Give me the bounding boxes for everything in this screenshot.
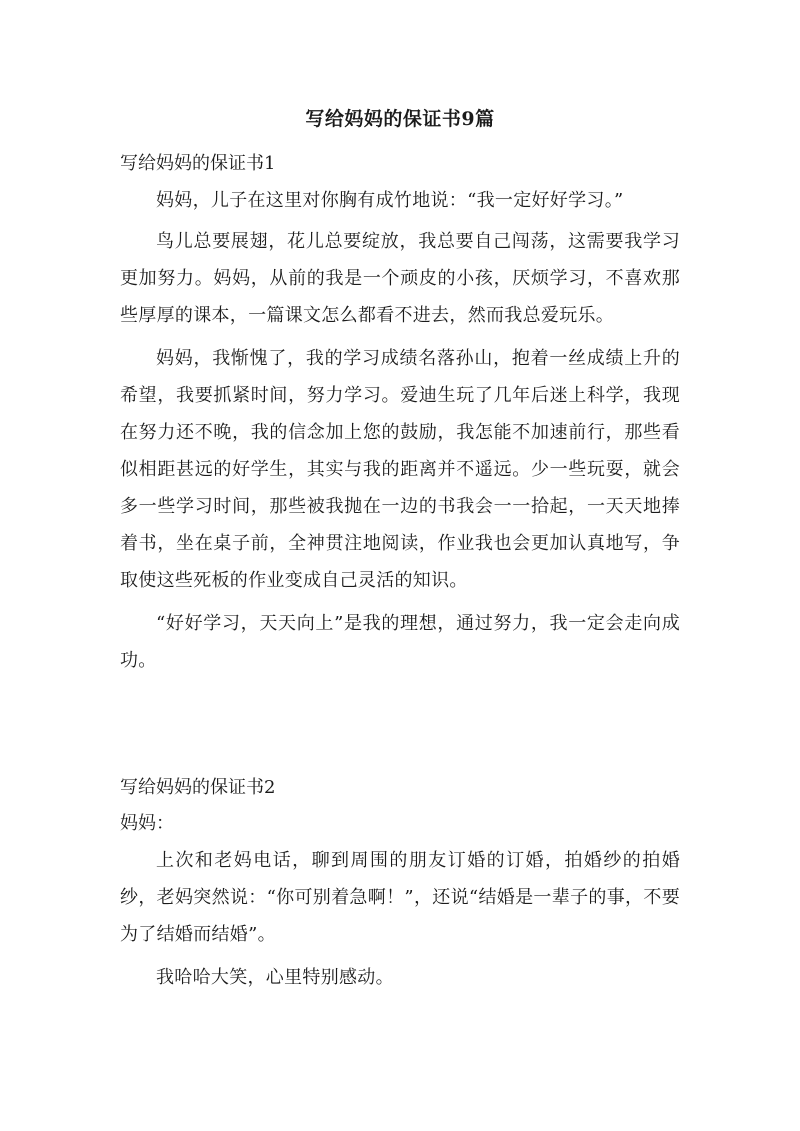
section-1-heading: 写给妈妈的保证书1 <box>120 153 276 174</box>
section-1-paragraph-2: 鸟儿总要展翅，花儿总要绽放，我总要自己闯荡，这需要我学习更加努力。妈妈，从前的我是一个顽皮的小孩，厌烦学习，不喜欢那些厚厚的课本，一篇课文怎么都看不进去，然而我总爱玩乐。 <box>120 231 680 326</box>
section-1-paragraph-3: 妈妈，我惭愧了，我的学习成绩名落孙山，抱着一丝成绩上升的希望，我要抓紧时间，努力学习。爱迪生玩了几年后迷上科学，我现在努力还不晚，我的信念加上您的鼓励，我怎能不加速前行，那些看似相距甚远的好学生，其实与我的距离并不遥远。少一些玩耍，就会多一些学习时间，那些被我抛在一边的书我会一一拾起，一天天地捧着书，坐在桌子前，全神贯注地阅读，作业我也会更加认真地写，争取使这些死板的作业变成自己灵活的知识。 <box>120 348 680 591</box>
section-1-paragraph-4: “好好学习，天天向上”是我的理想，通过努力，我一定会走向成功。 <box>120 613 680 671</box>
section-2-paragraph-1: 上次和老妈电话，聊到周围的朋友订婚的订婚，拍婚纱的拍婚纱，老妈突然说：“你可别着急啊！”，还说“结婚是一辈子的事，不要为了结婚而结婚”。 <box>120 850 680 945</box>
section-2 <box>120 770 680 1002</box>
section-2-salutation: 妈妈： <box>120 813 174 834</box>
section-1 <box>120 146 680 685</box>
section-1-paragraph-1: 妈妈，儿子在这里对你胸有成竹地说：“我一定好好学习。” <box>156 190 624 211</box>
section-2-paragraph-2: 我哈哈大笑，心里特别感动。 <box>156 967 394 988</box>
section-2-heading: 写给妈妈的保证书2 <box>120 777 276 798</box>
document-title: 写给妈妈的保证书9篇 <box>305 108 495 130</box>
